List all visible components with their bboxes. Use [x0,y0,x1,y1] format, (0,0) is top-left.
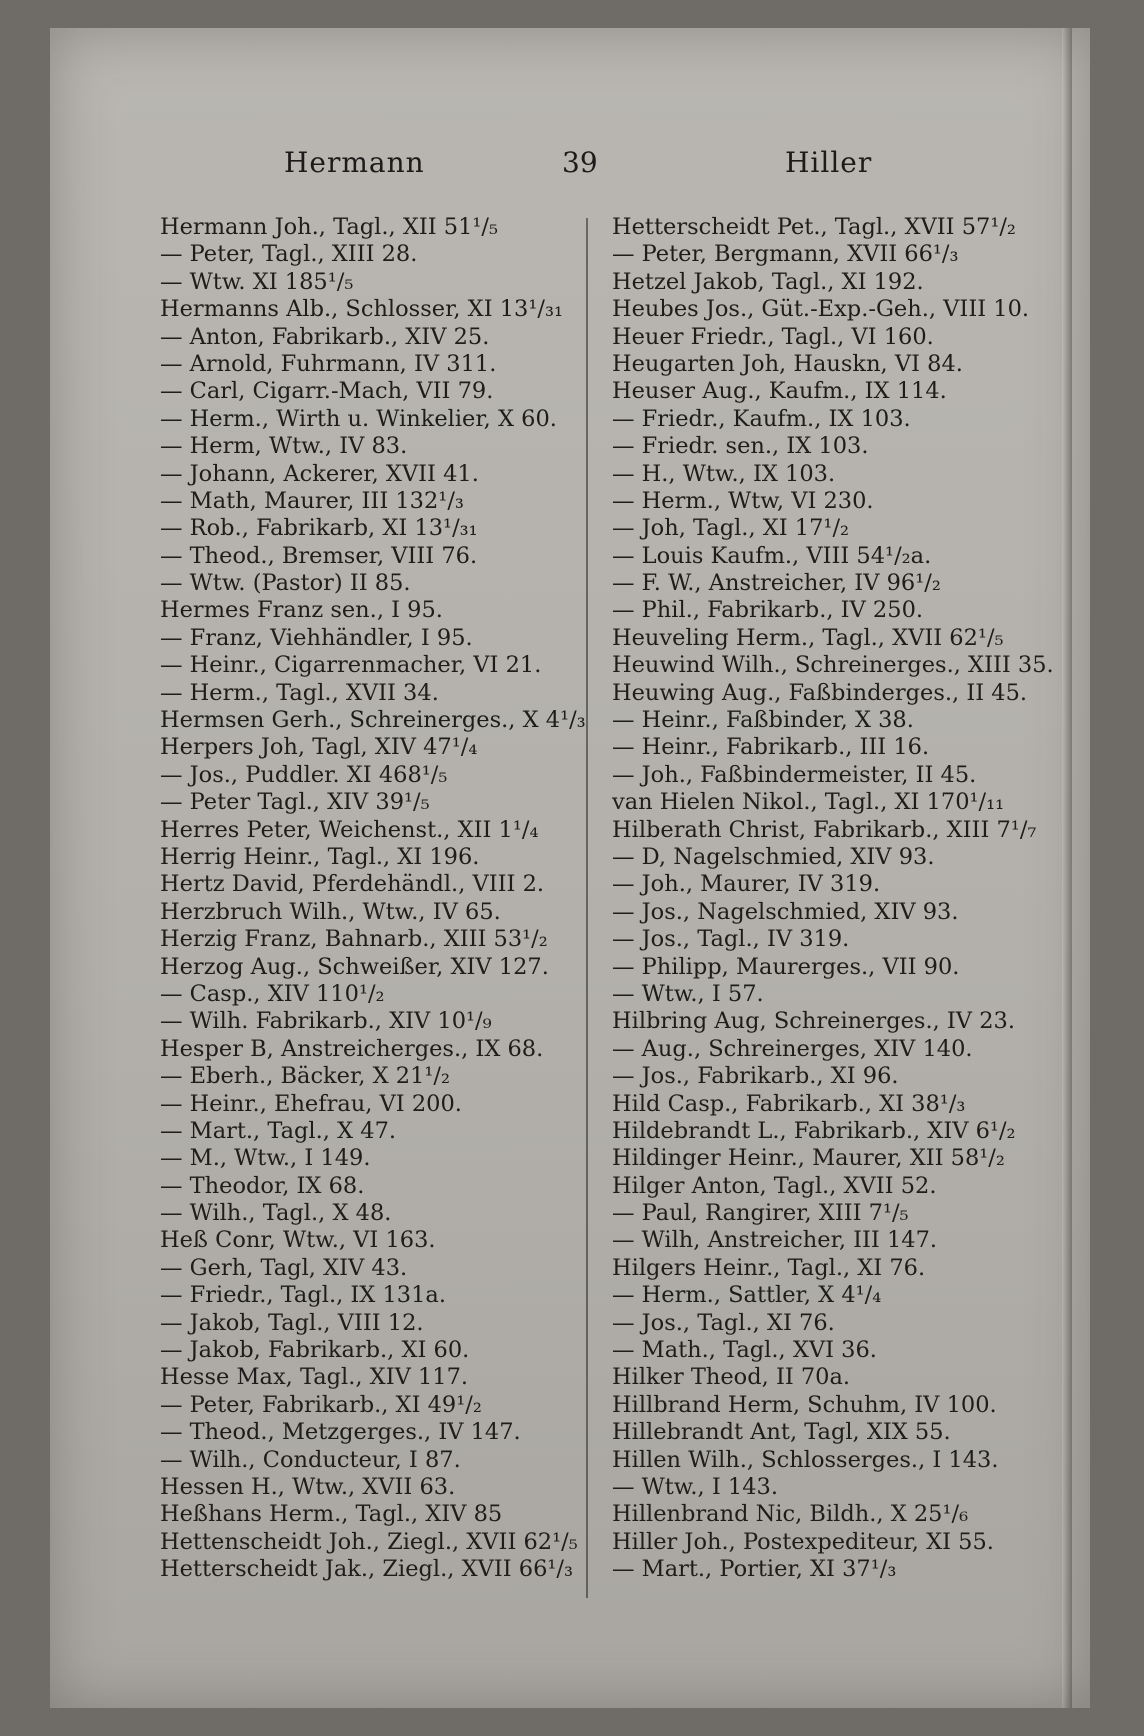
directory-entry: — Wilh. Fabrikarb., XIV 10¹/₉ [160,1008,492,1035]
directory-entry: — Casp., XIV 110¹/₂ [160,980,385,1007]
right-column-entries [612,214,1072,1584]
directory-entry: Heubes Jos., Güt.-Exp.-Geh., VIII 10. [612,296,1030,323]
directory-entry: — Peter, Tagl., XIII 28. [160,241,418,268]
directory-entry: — Aug., Schreinerges, XIV 140. [612,1035,973,1062]
directory-entry: — Wilh., Tagl., X 48. [160,1200,392,1227]
directory-entry: — F. W., Anstreicher, IV 96¹/₂ [612,570,941,597]
directory-entry: Heuwind Wilh., Schreinerges., XIII 35. [612,652,1054,679]
directory-entry: Heugarten Joh, Hauskn, VI 84. [612,350,963,377]
directory-entry: — Rob., Fabrikarb, XI 13¹/₃₁ [160,515,478,542]
directory-entry: — Jos., Puddler. XI 468¹/₅ [160,761,448,788]
directory-entry: — Herm., Wtw, VI 230. [612,487,874,514]
directory-entry: — Jos., Nagelschmied, XIV 93. [612,898,959,925]
directory-entry: Hermsen Gerh., Schreinerges., X 4¹/₃ [160,707,586,734]
directory-entry: Hillenbrand Nic, Bildh., X 25¹/₆ [612,1501,969,1528]
directory-entry: Hilger Anton, Tagl., XVII 52. [612,1172,937,1199]
directory-entry: — Peter, Bergmann, XVII 66¹/₃ [612,241,959,268]
directory-entry: — Peter Tagl., XIV 39¹/₅ [160,789,430,816]
directory-entry: Hildebrandt L., Fabrikarb., XIV 6¹/₂ [612,1117,1016,1144]
directory-entry: — Heinr., Faßbinder, X 38. [612,707,914,734]
directory-entry: Hetterscheidt Pet., Tagl., XVII 57¹/₂ [612,214,1016,240]
directory-entry: — Heinr., Ehefrau, VI 200. [160,1090,462,1117]
column-divider [586,218,588,1598]
directory-entry: — Mart., Tagl., X 47. [160,1117,397,1144]
directory-entry: — Johann, Ackerer, XVII 41. [160,460,479,487]
directory-entry: — Math, Maurer, III 132¹/₃ [160,487,464,514]
directory-entry: — Jos., Tagl., IV 319. [612,926,850,953]
directory-entry: Hettenscheidt Joh., Ziegl., XVII 62¹/₅ [160,1528,578,1555]
directory-entry: Hiller Joh., Postexpediteur, XI 55. [612,1528,994,1555]
directory-entry: van Hielen Nikol., Tagl., XI 170¹/₁₁ [612,789,1005,816]
directory-entry: — Wtw., I 143. [612,1473,779,1500]
directory-entry: Hesper B, Anstreicherges., IX 68. [160,1035,544,1062]
directory-entry: Hilker Theod, II 70a. [612,1364,851,1391]
directory-entry: Herres Peter, Weichenst., XII 1¹/₄ [160,816,539,843]
directory-entry: — Anton, Fabrikarb., XIV 25. [160,323,490,350]
directory-entry: — Eberh., Bäcker, X 21¹/₂ [160,1063,451,1090]
directory-entry: — Math., Tagl., XVI 36. [612,1337,877,1364]
directory-entry: — Wtw., I 57. [612,980,764,1007]
directory-entry: Hild Casp., Fabrikarb., XI 38¹/₃ [612,1090,966,1117]
directory-entry: Hermann Joh., Tagl., XII 51¹/₅ [160,214,499,240]
directory-entry: Hermes Franz sen., I 95. [160,597,443,624]
directory-entry: — Wtw. (Pastor) II 85. [160,570,411,597]
right-running-head: Hiller [785,146,873,179]
directory-entry: — Wtw. XI 185¹/₅ [160,268,354,295]
directory-entry: — Phil., Fabrikarb., IV 250. [612,597,924,624]
directory-entry: — Joh., Faßbindermeister, II 45. [612,761,977,788]
left-column-entries [160,214,586,1584]
directory-entry: Hetterscheidt Jak., Ziegl., XVII 66¹/₃ [160,1556,574,1583]
directory-entry: — Herm., Tagl., XVII 34. [160,679,439,706]
page-number: 39 [562,146,598,179]
directory-entry: — Carl, Cigarr.-Mach, VII 79. [160,378,494,405]
directory-entry: — Mart., Portier, XI 37¹/₃ [612,1556,897,1583]
directory-entry: — Friedr., Kaufm., IX 103. [612,405,911,432]
directory-entry: Hildinger Heinr., Maurer, XII 58¹/₂ [612,1145,1005,1172]
directory-entry: — Friedr. sen., IX 103. [612,433,869,460]
directory-entry: — Gerh, Tagl, XIV 43. [160,1254,408,1281]
directory-entry: — Herm., Sattler, X 4¹/₄ [612,1282,882,1309]
directory-entry: — Joh, Tagl., XI 17¹/₂ [612,515,850,542]
directory-entry: Hillen Wilh., Schlosserges., I 143. [612,1446,999,1473]
directory-entry: — Louis Kaufm., VIII 54¹/₂a. [612,542,932,569]
directory-entry: — Jos., Fabrikarb., XI 96. [612,1063,899,1090]
running-header [50,128,1090,188]
directory-entry: — Wilh, Anstreicher, III 147. [612,1227,938,1254]
directory-entry: Heuveling Herm., Tagl., XVII 62¹/₅ [612,624,1004,651]
directory-entry: — Jakob, Tagl., VIII 12. [160,1309,424,1336]
directory-entry: Herrig Heinr., Tagl., XI 196. [160,843,480,870]
directory-entry: — Herm., Wirth u. Winkelier, X 60. [160,405,557,432]
directory-entry: Hesse Max, Tagl., XIV 117. [160,1364,469,1391]
directory-entry: — Jakob, Fabrikarb., XI 60. [160,1337,470,1364]
directory-entry: — Franz, Viehhändler, I 95. [160,624,473,651]
directory-entry: — Friedr., Tagl., IX 131a. [160,1282,446,1309]
directory-entry: — D, Nagelschmied, XIV 93. [612,843,935,870]
directory-entry: Hilgers Heinr., Tagl., XI 76. [612,1254,926,1281]
directory-entry: — Wilh., Conducteur, I 87. [160,1446,461,1473]
directory-entry: Herpers Joh, Tagl, XIV 47¹/₄ [160,734,478,761]
directory-entry: Herzbruch Wilh., Wtw., IV 65. [160,898,501,925]
directory-entry: Herzog Aug., Schweißer, XIV 127. [160,953,549,980]
directory-entry: — Jos., Tagl., XI 76. [612,1309,835,1336]
directory-entry: Hilbring Aug, Schreinerges., IV 23. [612,1008,1015,1035]
directory-entry: — Heinr., Fabrikarb., III 16. [612,734,930,761]
directory-entry: Hillebrandt Ant, Tagl, XIX 55. [612,1419,951,1446]
directory-entry: Heuer Friedr., Tagl., VI 160. [612,323,934,350]
directory-entry: Heuwing Aug., Faßbinderges., II 45. [612,679,1028,706]
directory-entry: Heuser Aug., Kaufm., IX 114. [612,378,947,405]
directory-entry: — Theodor, IX 68. [160,1172,365,1199]
directory-entry: — Arnold, Fuhrmann, IV 311. [160,350,497,377]
directory-entry: Hillbrand Herm, Schuhm, IV 100. [612,1391,997,1418]
directory-entry: Hilberath Christ, Fabrikarb., XIII 7¹/₇ [612,816,1037,843]
directory-entry: Heßhans Herm., Tagl., XIV 85 [160,1501,503,1528]
directory-entry: — Theod., Metzgerges., IV 147. [160,1419,521,1446]
directory-entry: — Philipp, Maurerges., VII 90. [612,953,960,980]
directory-entry: — Herm, Wtw., IV 83. [160,433,408,460]
left-running-head: Hermann [284,146,425,179]
directory-entry: — Peter, Fabrikarb., XI 49¹/₂ [160,1391,482,1418]
directory-entry: — Theod., Bremser, VIII 76. [160,542,478,569]
directory-entry: — H., Wtw., IX 103. [612,460,836,487]
directory-entry: — M., Wtw., I 149. [160,1145,371,1172]
directory-entry: Hermanns Alb., Schlosser, XI 13¹/₃₁ [160,296,564,323]
directory-entry: Hertz David, Pferdehändl., VIII 2. [160,871,545,898]
directory-entry: Heß Conr, Wtw., VI 163. [160,1227,436,1254]
directory-entry: — Paul, Rangirer, XIII 7¹/₅ [612,1200,909,1227]
directory-entry: Hetzel Jakob, Tagl., XI 192. [612,268,924,295]
directory-page [50,28,1090,1708]
directory-entry: Hessen H., Wtw., XVII 63. [160,1473,456,1500]
directory-entry: — Heinr., Cigarrenmacher, VI 21. [160,652,542,679]
directory-entry: Herzig Franz, Bahnarb., XIII 53¹/₂ [160,926,548,953]
directory-entry: — Joh., Maurer, IV 319. [612,871,881,898]
